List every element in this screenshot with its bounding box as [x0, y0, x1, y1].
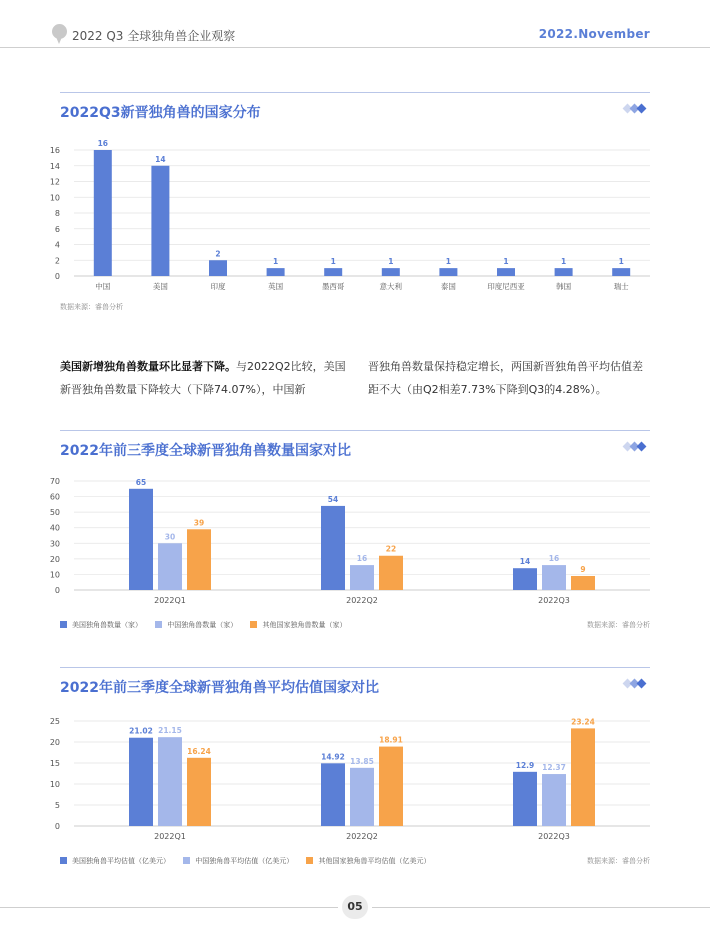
x-tick-label: 泰国 [440, 282, 456, 291]
bar-8 [555, 268, 573, 276]
bar-1-1 [350, 768, 374, 826]
bar-value-label: 2 [215, 249, 221, 259]
x-tick-label: 意大利 [379, 282, 403, 291]
bar-value-label: 1 [618, 257, 624, 267]
legend-label-us: 美国独角兽数量（家） [72, 621, 142, 629]
bar-value-label: 30 [164, 532, 176, 542]
bar-value-label: 14.92 [321, 752, 345, 762]
y-tick-label: 20 [49, 554, 60, 564]
legend-label-china: 中国独角兽数量（家） [167, 621, 238, 629]
bar-0-0 [129, 489, 153, 590]
bar-value-label: 18.91 [379, 735, 403, 745]
bar-2 [209, 260, 227, 276]
bar-value-label: 1 [272, 257, 279, 267]
y-tick-label: 15 [49, 759, 60, 768]
bar-value-label: 12.9 [515, 760, 535, 770]
x-tick-label: 2022Q2 [346, 832, 378, 841]
bar-value-label: 14 [519, 557, 531, 567]
chart2-title: 2022年前三季度全球新晋独角兽数量国家对比 [60, 443, 351, 459]
logo-icon [52, 24, 67, 39]
x-tick-label: 墨西哥 [321, 282, 345, 291]
bar-7 [497, 268, 515, 276]
x-tick-label: 印度尼西亚 [487, 282, 525, 291]
x-tick-label: 2022Q3 [538, 596, 570, 605]
bar-value-label: 39 [193, 518, 205, 528]
bar-0-2 [187, 529, 211, 590]
x-tick-label: 中国 [95, 282, 111, 291]
bar-value-label: 54 [327, 494, 339, 504]
bar-value-label: 14 [155, 154, 166, 164]
x-tick-label: 韩国 [556, 282, 572, 291]
logo-tail-icon [56, 37, 62, 44]
bar-value-label: 1 [330, 257, 336, 267]
bar-value-label: 1 [503, 257, 509, 267]
chart3-source: 数据来源：睿兽分析 [587, 857, 650, 865]
y-tick-label: 30 [49, 539, 60, 549]
x-tick-label: 英国 [268, 282, 284, 291]
legend-label-china: 中国独角兽平均估值（亿美元） [195, 857, 294, 865]
page-number: 05 [342, 895, 368, 919]
legend-item-us [60, 856, 170, 866]
legend-swatch-other [306, 857, 313, 864]
y-tick-label: 0 [54, 586, 60, 595]
y-tick-label: 12 [49, 177, 60, 187]
y-tick-label: 8 [54, 209, 60, 218]
bar-1 [151, 166, 169, 276]
y-tick-label: 0 [54, 272, 60, 281]
analysis-left-text: 与2022Q2比较，美国新晋独角兽数量下降较大（下降74.07%），中国新 [60, 360, 346, 396]
y-tick-label: 16 [49, 146, 60, 155]
y-tick-label: 5 [54, 801, 60, 810]
bar-0-1 [158, 543, 182, 590]
bar-5 [382, 268, 400, 276]
y-tick-label: 25 [49, 717, 60, 726]
y-tick-label: 14 [49, 161, 60, 171]
bar-2-2 [571, 576, 595, 590]
bar-value-label: 16.24 [187, 746, 211, 756]
bar-2-1 [542, 774, 566, 826]
chart2-divider [60, 430, 650, 431]
chart1-plot [0, 130, 710, 300]
bar-value-label: 65 [135, 477, 147, 487]
diamonds-icon [624, 104, 650, 114]
bar-value-label: 1 [445, 257, 452, 267]
chart3-plot [0, 710, 710, 845]
x-tick-label: 印度 [210, 282, 226, 291]
bar-value-label: 16 [356, 554, 368, 564]
analysis-lead: 美国新增独角兽数量环比显著下降。 [60, 360, 236, 373]
analysis-paragraph-left [60, 355, 350, 401]
bar-value-label: 16 [97, 139, 109, 148]
legend-item-us [60, 620, 142, 630]
bar-2-1 [542, 565, 566, 590]
bar-9 [612, 268, 630, 276]
legend-swatch-china [155, 621, 162, 628]
legend-item-other [306, 856, 430, 866]
footer-divider-right [372, 907, 710, 908]
diamonds-icon [624, 679, 650, 689]
y-tick-label: 60 [49, 492, 60, 502]
legend-item-other [250, 620, 346, 630]
header-divider [0, 47, 710, 48]
bar-value-label: 13.85 [350, 756, 374, 766]
y-tick-label: 40 [49, 523, 60, 533]
legend-item-china [183, 856, 293, 866]
analysis-paragraph-right: 晋独角兽数量保持稳定增长，两国新晋独角兽平均估值差距不大（由Q2相差7.73%下降到Q3的4.28%）。 [368, 360, 643, 396]
bar-1-0 [321, 763, 345, 826]
chart3-title: 2022年前三季度全球新晋独角兽平均估值国家对比 [60, 680, 379, 696]
y-tick-label: 10 [49, 193, 60, 203]
diamonds-icon [624, 442, 650, 452]
bar-value-label: 12.37 [542, 763, 566, 773]
footer-divider-left [0, 907, 338, 908]
legend-label-other: 其他国家独角兽数量（家） [262, 621, 347, 629]
report-date: 2022.November [538, 27, 650, 41]
legend-swatch-us [60, 857, 67, 864]
bar-1-1 [350, 565, 374, 590]
bar-2-2 [571, 728, 595, 826]
bar-value-label: 21.02 [129, 726, 153, 736]
chart1-title: 2022Q3新晋独角兽的国家分布 [60, 105, 261, 121]
legend-swatch-china [183, 857, 190, 864]
y-tick-label: 6 [54, 224, 60, 234]
bar-0-2 [187, 758, 211, 826]
y-tick-label: 20 [49, 738, 60, 747]
report-title: 2022 Q3 全球独角兽企业观察 [72, 29, 236, 43]
legend-swatch-other [250, 621, 257, 628]
bar-0-0 [129, 738, 153, 826]
bar-3 [267, 268, 285, 276]
bar-1-0 [321, 506, 345, 590]
x-tick-label: 2022Q2 [346, 596, 378, 605]
y-tick-label: 10 [49, 780, 60, 789]
x-tick-label: 2022Q1 [154, 596, 186, 605]
chart3-divider [60, 667, 650, 668]
chart2-source: 数据来源：睿兽分析 [587, 621, 650, 629]
y-tick-label: 10 [49, 570, 60, 580]
page-header [0, 0, 710, 50]
bar-value-label: 9 [580, 564, 586, 574]
bar-1-2 [379, 556, 403, 590]
bar-6 [439, 268, 457, 276]
y-tick-label: 4 [54, 240, 60, 250]
bar-4 [324, 268, 342, 276]
x-tick-label: 2022Q1 [154, 832, 186, 841]
y-tick-label: 2 [54, 256, 60, 266]
x-tick-label: 美国 [152, 282, 168, 291]
chart2-legend [60, 620, 357, 630]
y-tick-label: 70 [49, 477, 60, 486]
chart1-source: 数据来源：睿兽分析 [60, 303, 123, 311]
bar-0 [94, 150, 112, 276]
bar-value-label: 1 [388, 257, 394, 267]
bar-0-1 [158, 737, 182, 826]
bar-value-label: 21.15 [158, 726, 182, 736]
bar-value-label: 22 [385, 544, 397, 554]
bar-value-label: 16 [548, 554, 560, 564]
legend-swatch-us [60, 621, 67, 628]
x-tick-label: 2022Q3 [538, 832, 570, 841]
bar-value-label: 1 [560, 257, 567, 267]
legend-label-other: 其他国家独角兽平均估值（亿美元） [318, 857, 431, 865]
chart2-plot [0, 470, 710, 610]
bar-value-label: 23.24 [571, 717, 595, 727]
legend-label-us: 美国独角兽平均估值（亿美元） [72, 857, 170, 865]
x-tick-label: 瑞士 [613, 282, 629, 291]
bar-2-0 [513, 772, 537, 826]
chart1-divider [60, 92, 650, 93]
y-tick-label: 0 [54, 822, 60, 831]
y-tick-label: 50 [49, 508, 60, 518]
bar-1-2 [379, 747, 403, 826]
chart3-legend [60, 856, 441, 866]
bar-2-0 [513, 568, 537, 590]
legend-item-china [155, 620, 237, 630]
